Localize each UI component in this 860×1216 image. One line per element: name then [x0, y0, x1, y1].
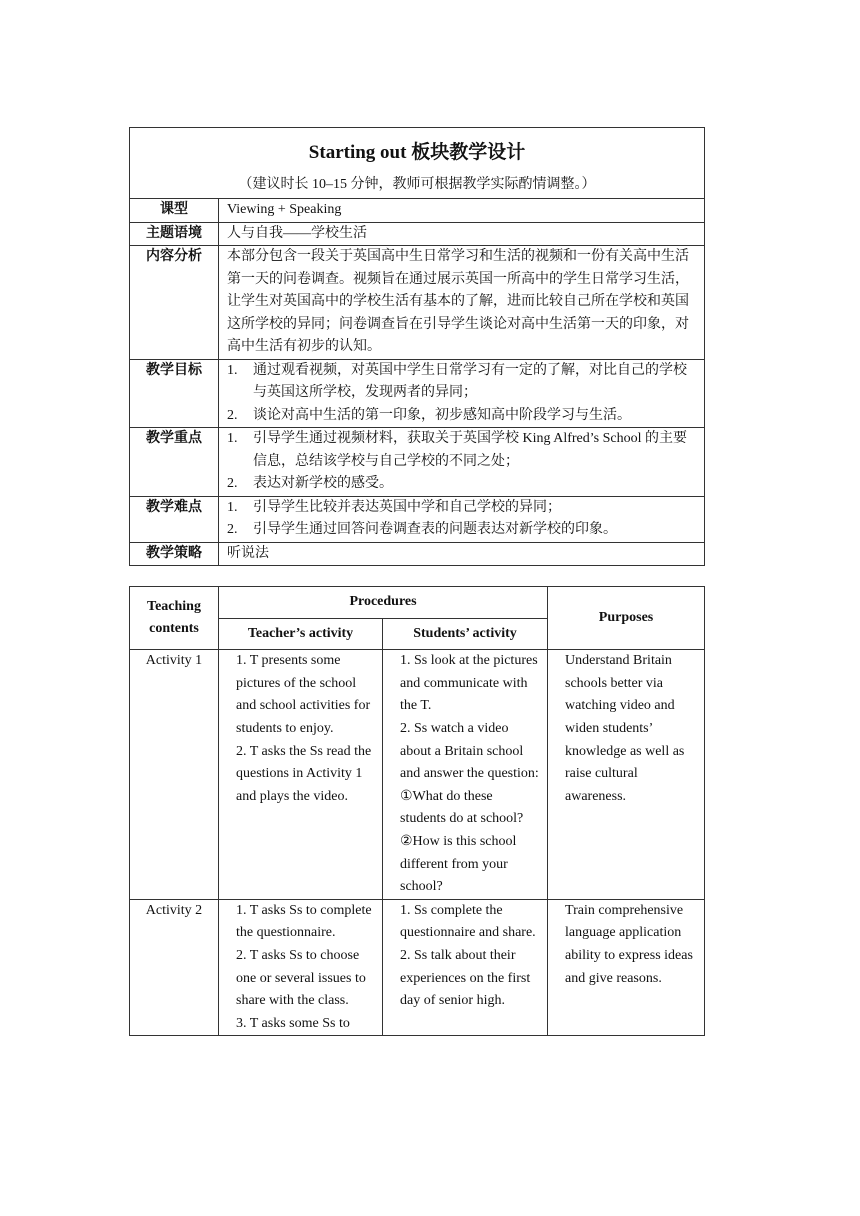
header-procedures: Procedures	[219, 587, 548, 619]
student-step: 2. Ss watch a video about a Britain school and answer the question:	[400, 720, 539, 782]
teacher-step: 1. T asks Ss to complete the questionnaire.	[236, 902, 372, 941]
goal-item	[227, 360, 698, 405]
key-points-list	[219, 428, 705, 497]
activity-name: Activity 1	[130, 650, 219, 900]
activity-row	[130, 899, 705, 1036]
label-key-points: 教学重点	[130, 428, 219, 497]
students-activity	[383, 899, 548, 1036]
activity-row	[130, 650, 705, 900]
purpose: Train comprehensive language application ability to express ideas and give reasons.	[548, 899, 705, 1036]
label-type: 课型	[130, 199, 219, 223]
label-strategy: 教学策略	[130, 542, 219, 566]
key-point-number: 1.	[227, 431, 238, 446]
student-step: ②How is this school different from your school?	[400, 833, 517, 895]
row-strategy	[130, 542, 705, 566]
key-point-text: 表达对新学校的感受。	[253, 476, 393, 491]
label-difficulties: 教学难点	[130, 496, 219, 542]
difficulty-item	[227, 497, 698, 520]
difficulty-item	[227, 519, 698, 542]
teacher-step: 2. T asks the Ss read the questions in Activity 1 and plays the video.	[236, 743, 372, 804]
purpose: Understand Britain schools better via watching video and widen students’ knowledge as well as raise cultural awareness.	[548, 650, 705, 900]
goal-number: 2.	[227, 407, 238, 423]
key-point-item	[227, 428, 698, 473]
lesson-info-table	[129, 127, 705, 566]
difficulty-number: 1.	[227, 499, 238, 515]
teacher-activity	[219, 650, 383, 900]
title-cell	[130, 128, 705, 199]
row-difficulties	[130, 496, 705, 542]
row-analysis	[130, 246, 705, 360]
goals-list	[219, 359, 705, 428]
row-goals	[130, 359, 705, 428]
goal-item	[227, 405, 698, 428]
teacher-step: 1. T presents some pictures of the school and school activities for students to enjoy.	[236, 653, 371, 736]
value-theme: 人与自我——学校生活	[219, 222, 705, 246]
key-point-item	[227, 473, 698, 496]
teacher-activity	[219, 899, 383, 1036]
procedures-header-row	[130, 587, 705, 619]
row-key-points	[130, 428, 705, 497]
duration-note: （建议时长 10–15 分钟，教师可根据教学实际酌情调整。）	[238, 177, 596, 192]
header-purposes: Purposes	[548, 587, 705, 650]
title-row	[130, 128, 705, 199]
difficulty-text: 引导学生通过回答问卷调查表的问题表达对新学校的印象。	[253, 522, 617, 537]
student-step: 2. Ss talk about their experiences on the first day of senior high.	[400, 947, 531, 1009]
goal-text: 通过观看视频，对英国中学生日常学习有一定的了解，对比自己的学校与英国这所学校，发现两者的异同；	[253, 362, 687, 400]
header-teaching-contents: Teaching contents	[130, 587, 219, 650]
header-teacher-activity: Teacher’s activity	[219, 618, 383, 650]
header-students-activity: Students’ activity	[383, 618, 548, 650]
teacher-step: 2. T asks Ss to choose one or several issues to share with the class.	[236, 947, 366, 1009]
student-step: 1. Ss complete the questionnaire and share.	[400, 902, 536, 941]
goal-number: 1.	[227, 362, 238, 378]
value-strategy: 听说法	[219, 542, 705, 566]
student-step: 1. Ss look at the pictures and communicate with the T.	[400, 653, 538, 714]
difficulty-number: 2.	[227, 522, 238, 537]
difficulty-text: 引导学生比较并表达英国中学和自己学校的异同；	[253, 499, 561, 515]
key-point-number: 2.	[227, 476, 238, 491]
label-analysis: 内容分析	[130, 246, 219, 360]
students-activity	[383, 650, 548, 900]
activity-name: Activity 2	[130, 899, 219, 1036]
key-point-text: 引导学生通过视频材料，获取关于英国学校 King Alfred’s School 的主要信息，总结该学校与自己学校的不同之处；	[253, 431, 687, 469]
teacher-step: 3. T asks some Ss to	[236, 1015, 350, 1031]
label-goals: 教学目标	[130, 359, 219, 428]
label-theme: 主题语境	[130, 222, 219, 246]
procedures-table	[129, 586, 705, 1036]
goal-text: 谈论对高中生活的第一印象，初步感知高中阶段学习与生活。	[253, 407, 631, 423]
row-type	[130, 199, 705, 223]
difficulties-list	[219, 496, 705, 542]
value-type: Viewing + Speaking	[219, 199, 705, 223]
document-title: Starting out 板块教学设计	[308, 142, 526, 163]
student-step: ①What do these students do at school?	[400, 788, 524, 827]
value-analysis: 本部分包含一段关于英国高中生日常学习和生活的视频和一份有关高中生活第一天的问卷调查。视频旨在通过展示英国一所高中的学生日常学习生活，让学生对英国高中的学校生活有基本的了解，进而比较自己所在学校和英国这所学校的异同；问卷调查旨在引导学生谈论对高中生活第一天的印象，对高中生活有初步的认知。	[219, 246, 705, 360]
row-theme	[130, 222, 705, 246]
